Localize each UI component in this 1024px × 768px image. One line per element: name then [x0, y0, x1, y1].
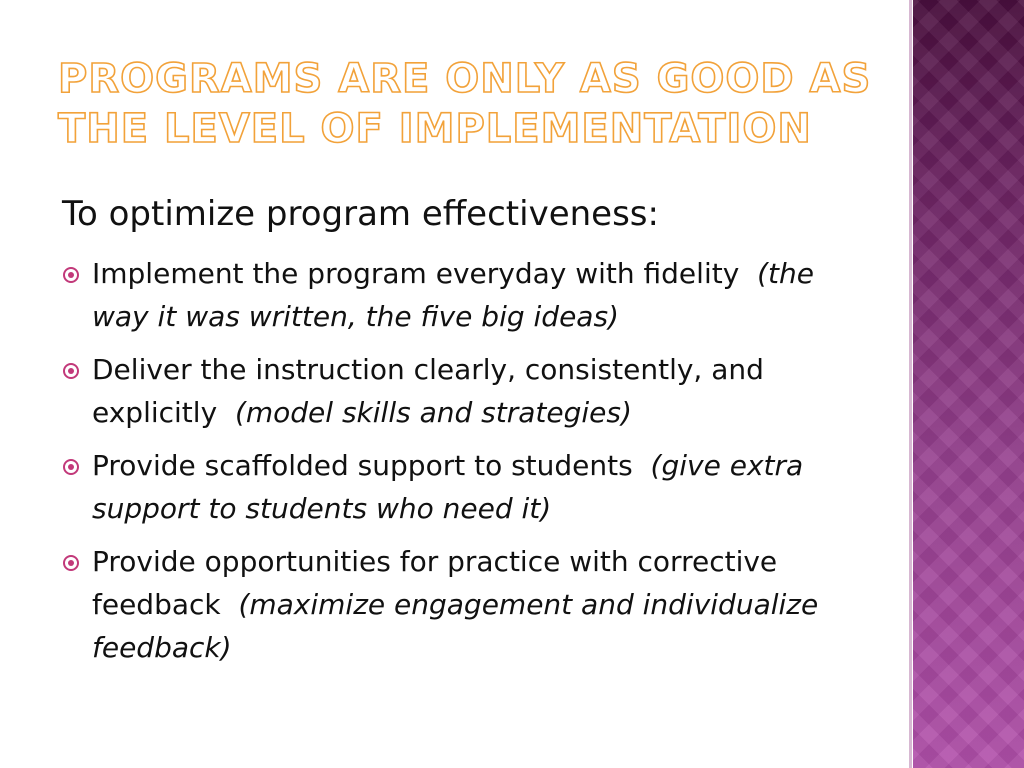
bullet-item-scaffold: [62, 444, 852, 530]
bullet-item-practice: [62, 540, 852, 669]
bullet-note: (maximize engagement and individualize feedback): [92, 588, 819, 664]
bullet-text: Deliver the instruction clearly, consistently, and explicitly: [92, 353, 764, 429]
bullet-item-deliver: [62, 348, 852, 434]
side-decorative-band: [913, 0, 1024, 768]
intro-text: To optimize program effectiveness:: [62, 194, 659, 234]
bullet-text: Implement the program everyday with fidelity: [92, 257, 740, 290]
circled-dot-bullet-icon: [63, 363, 79, 379]
bullet-list: [62, 252, 852, 679]
bullet-item-implement: [62, 252, 852, 338]
side-accent-line: [909, 0, 912, 768]
bullet-note: (give extra support to students who need it): [92, 449, 804, 525]
bullet-note: (model skills and strategies): [234, 396, 632, 429]
circled-dot-bullet-icon: [63, 459, 79, 475]
bullet-text: Provide scaffolded support to students: [92, 449, 633, 482]
bullet-text: Provide opportunities for practice with corrective feedback: [92, 545, 778, 621]
bullet-note: (the way it was written, the five big ideas): [92, 257, 814, 333]
circled-dot-bullet-icon: [63, 267, 79, 283]
slide-title: PROGRAMS ARE ONLY AS GOOD AS THE LEVEL OF IMPLEMENTATION: [58, 56, 872, 152]
circled-dot-bullet-icon: [63, 555, 79, 571]
